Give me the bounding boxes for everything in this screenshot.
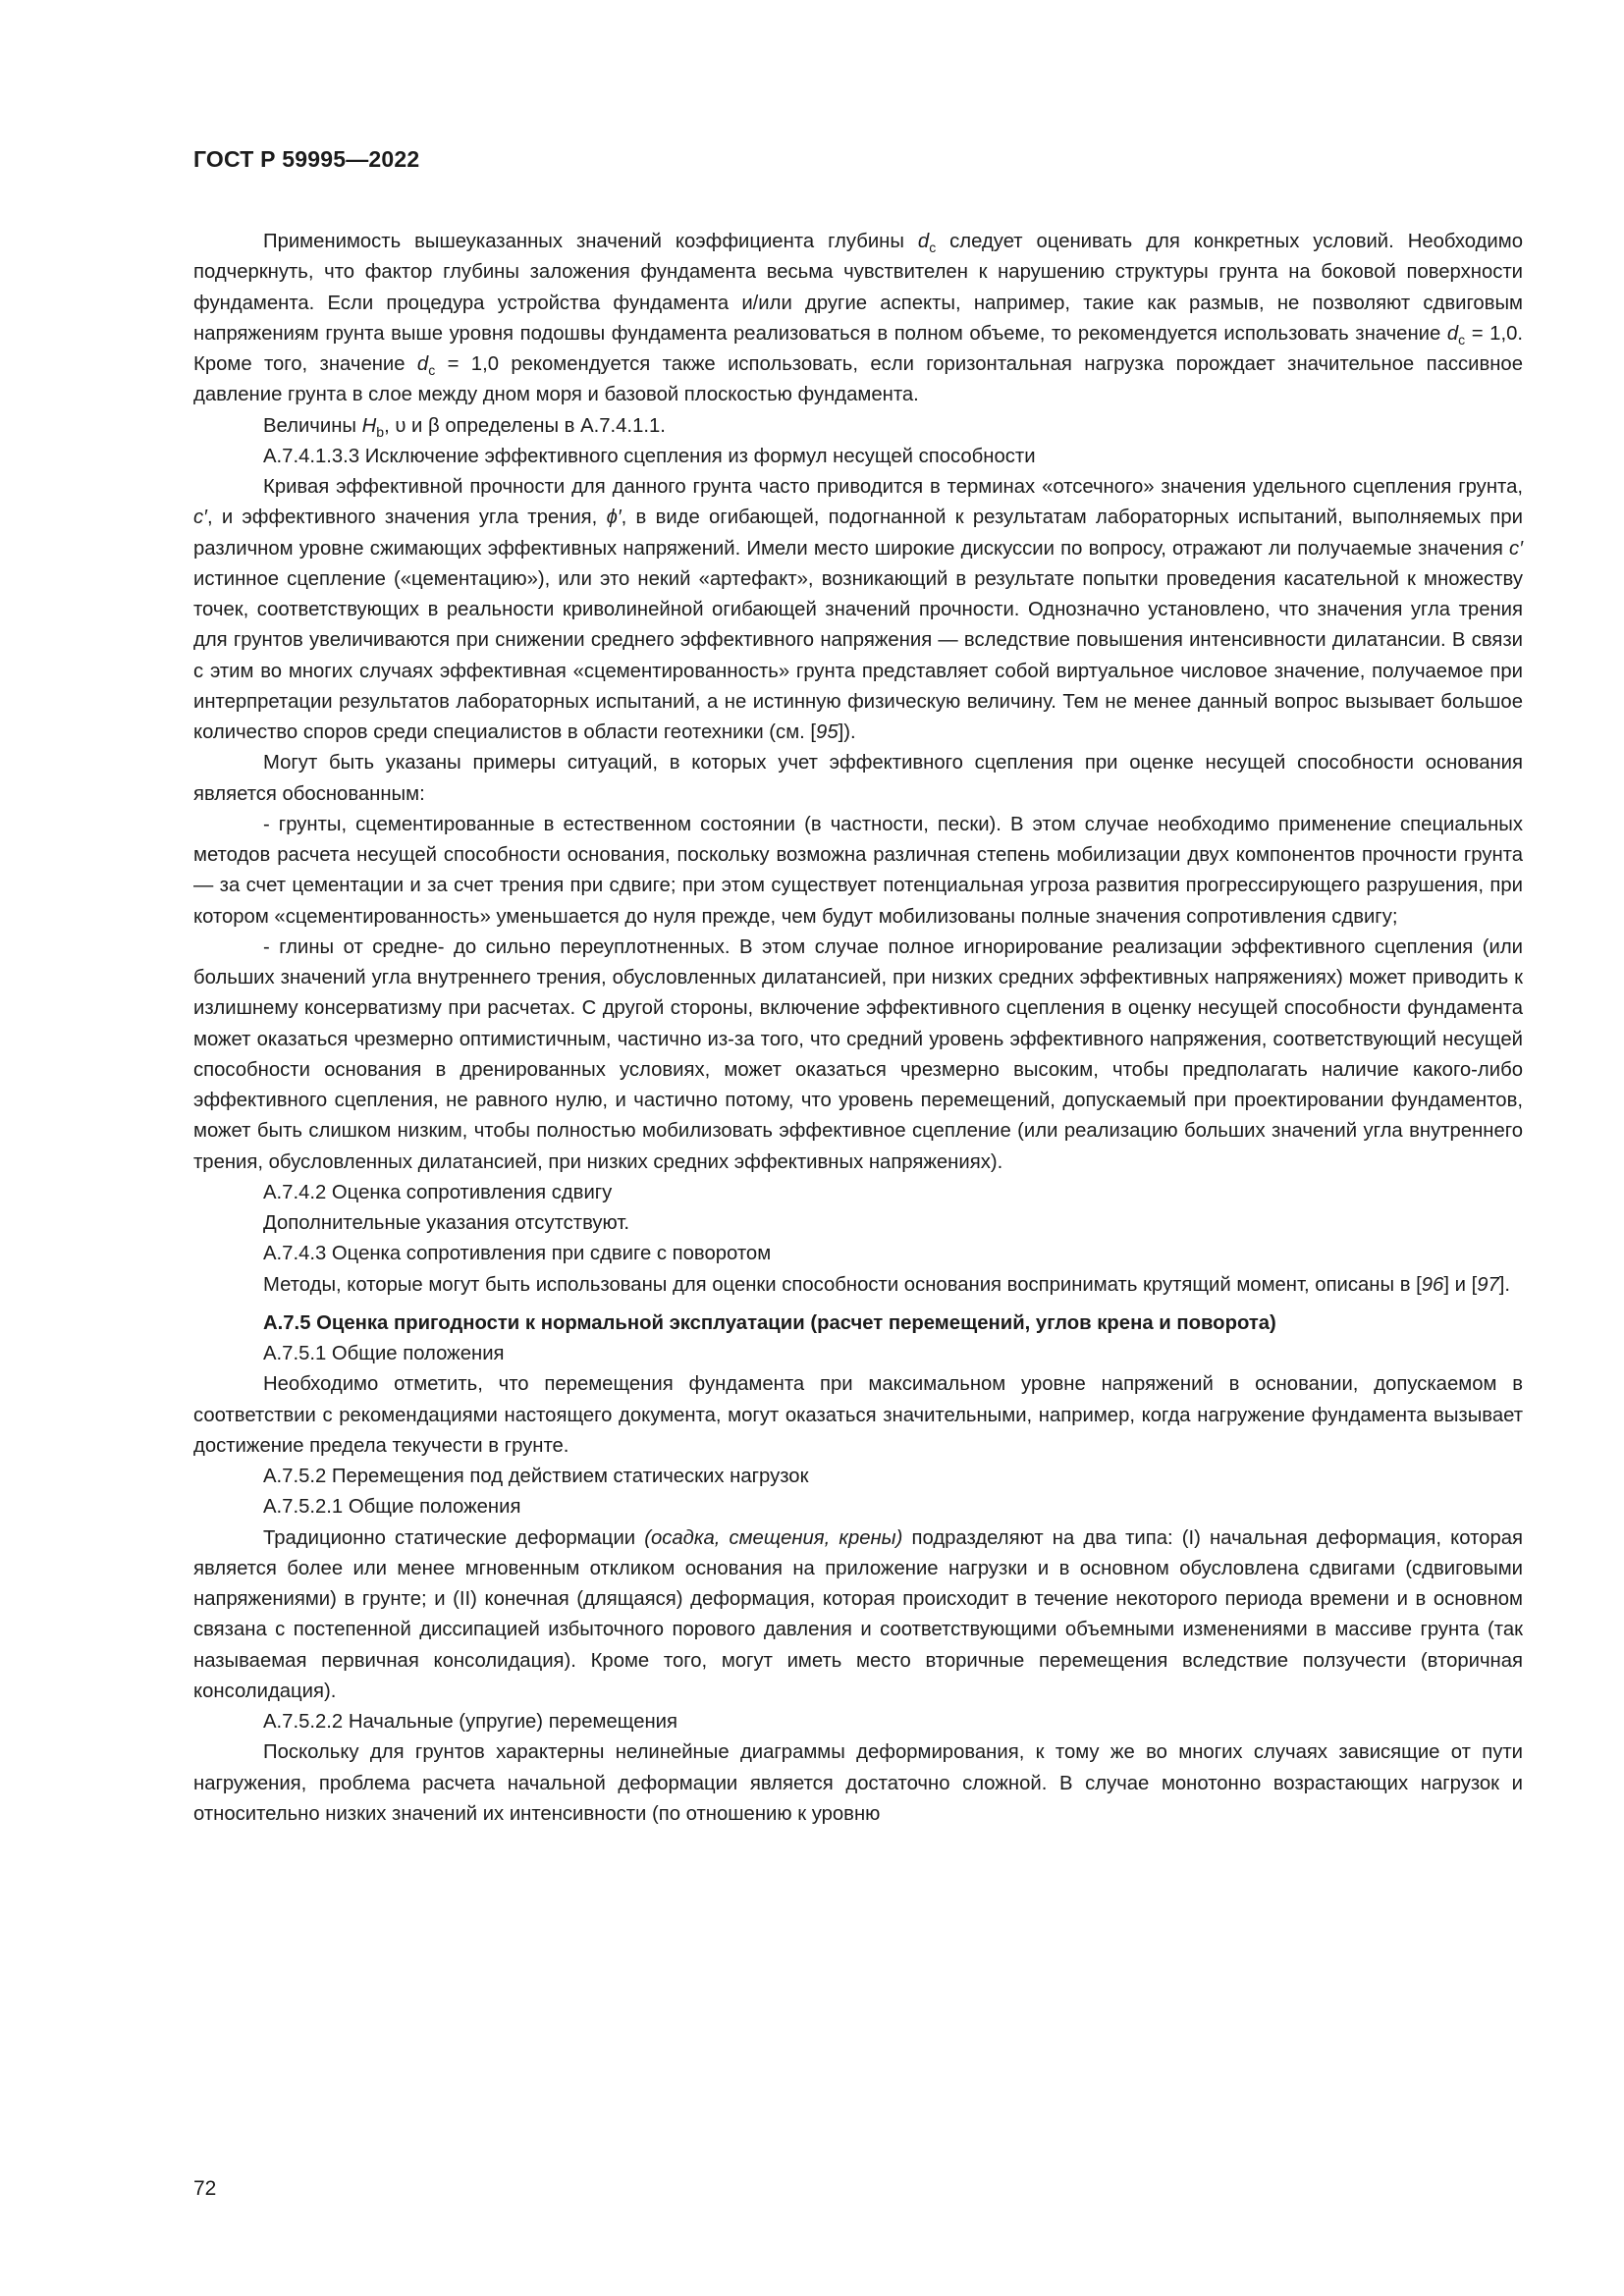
section-heading: А.7.5.2.1 Общие положения — [263, 1496, 521, 1519]
document-body — [193, 227, 1523, 1830]
section-heading: А.7.5.2.2 Начальные (упругие) перемещения — [263, 1711, 677, 1733]
document-header: ГОСТ Р 59995—2022 — [193, 146, 420, 172]
citation-link: 97 — [1477, 1273, 1499, 1296]
section-heading: А.7.4.3 Оценка сопротивления при сдвиге с поворотом — [263, 1243, 772, 1265]
section-heading: А.7.4.2 Оценка сопротивления сдвигу — [263, 1181, 613, 1203]
paragraph: Поскольку для грунтов характерны нелинейные диаграммы деформирования, к тому же во многих случаях зависящие от пути нагружения, проблема расчета начальной деформации является достаточно сложной. В случае монотонно возрастающих нагрузок и относительно низких значений их интенсивности (по отношению к уровню — [193, 1741, 1523, 1825]
paragraph: Применимость вышеуказанных значений коэффициента глубины $d_c$ следует оценивать для конкретных условий. Необходимо подчеркнуть, что фактор глубины заложения фундамента весьма чувствителен к нарушению структуры грунта на боковой поверхности фундамента. Если процедура устройства фундамента и/или другие аспекты, например, такие как размыв, не позволяют сдвиговым напряжениям грунта выше уровня подошвы фундамента реализоваться в полном объеме, то рекомендуется использовать значение $d_c = 1,0$. Кроме того, значение $d_c = 1,0$ рекомендуется также использовать, если горизонтальная нагрузка порождает значительное пассивное давление грунта в слое между дном моря и базовой плоскостью фундамента. — [193, 231, 1523, 406]
section-heading-bold: А.7.5 Оценка пригодности к нормальной эксплуатации (расчет перемещений, углов крена и поворота) — [263, 1311, 1276, 1334]
list-item: - глины от средне- до сильно переуплотненных. В этом случае полное игнорирование реализации эффективного сцепления (или больших значений угла внутреннего трения, обусловленных дилатансией, при низких средних эффективных напряжениях) может приводить к излишнему консерватизму при расчетах. С другой стороны, включение эффективного сцепления в оценку несущей способности фундамента может оказаться чрезмерно оптимистичным, частично из-за того, что средний уровень эффективного напряжения, соответствующий несущей способности основания в дренированных условиях, может оказаться чрезмерно высоким, чтобы предполагать наличие какого-либо эффективного сцепления, не равного нулю, и частично потому, что уровень перемещений, допускаемый при проектировании фундаментов, может быть слишком низким, чтобы полностью мобилизовать эффективное сцепление (или реализацию больших значений угла внутреннего трения, обусловленных дилатансией, при низких средних эффективных напряжениях). — [193, 935, 1523, 1173]
paragraph: Традиционно статические деформации (осадка, смещения, крены) подразделяют на два типа: (I) начальная деформация, которая является более или менее мгновенным откликом основания на приложение нагрузки и в основном обусловлена сдвигами (сдвиговыми напряжениями) в грунте; и (II) конечная (длящаяся) деформация, которая происходит в течение некоторого периода времени и в основном связана с постепенной диссипацией избыточного порового давления и соответствующими объемными изменениями в массиве грунта (так называемая первичная консолидация). Кроме того, могут иметь место вторичные перемещения вследствие ползучести (вторичная консолидация). — [193, 1526, 1523, 1702]
section-heading: А.7.5.1 Общие положения — [263, 1343, 505, 1364]
paragraph: Дополнительные указания отсутствуют. — [263, 1212, 629, 1234]
section-heading: А.7.5.2 Перемещения под действием статических нагрузок — [263, 1466, 809, 1487]
paragraph: Методы, которые могут быть использованы для оценки способности основания воспринимать крутящий момент, описаны в [96] и [97]. — [263, 1273, 1511, 1296]
section-heading: А.7.4.1.3.3 Исключение эффективного сцепления из формул несущей способности — [263, 445, 1036, 467]
list-item: - грунты, сцементированные в естественном состоянии (в частности, пески). В этом случае необходимо применение специальных методов расчета несущей способности основания, поскольку возможна различная степень мобилизации двух компонентов прочности грунта — за счет цементации и за счет трения при сдвиге; при этом существует потенциальная угроза развития прогрессирующего разрушения, при котором «сцементированность» уменьшается до нуля прежде, чем будут мобилизованы полные значения сопротивления сдвигу; — [193, 813, 1523, 928]
paragraph: Кривая эффективной прочности для данного грунта часто приводится в терминах «отсечного» значения удельного сцепления грунта, c′, и эффективного значения угла трения, ϕ′, в виде огибающей, подогнанной к результатам лабораторных испытаний, выполняемых при различном уровне сжимающих эффективных напряжений. Имели место широкие дискуссии по вопросу, отражают ли получаемые значения c′ истинное сцепление («цементацию»), или это некий «артефакт», возникающий в результате попытки проведения касательной к множеству точек, соответствующих в реальности криволинейной огибающей значений прочности. Однозначно установлено, что значения угла трения для грунтов увеличиваются при снижении среднего эффективного напряжения — вследствие повышения интенсивности дилатансии. В связи с этим во многих случаях эффективная «сцементированность» грунта представляет собой виртуальное числовое значение, получаемое при интерпретации результатов лабораторных испытаний, а не истинную физическую величину. Тем не менее данный вопрос вызывает большое количество споров среди специалистов в области геотехники (см. [95]). — [193, 476, 1523, 743]
paragraph: Величины $H_b$, υ и β определены в А.7.4.1.1. — [263, 414, 666, 440]
paragraph: Необходимо отметить, что перемещения фундамента при максимальном уровне напряжений в основании, допускаемом в соответствии с рекомендациями настоящего документа, могут оказаться значительными, например, когда нагружение фундамента вызывает достижение предела текучести в грунте. — [193, 1373, 1523, 1457]
citation-link: 96 — [1421, 1273, 1444, 1296]
page-number: 72 — [193, 2177, 217, 2200]
paragraph: Могут быть указаны примеры ситуаций, в которых учет эффективного сцепления при оценке несущей способности основания является обоснованным: — [193, 752, 1523, 805]
citation-link: 95 — [816, 721, 839, 743]
